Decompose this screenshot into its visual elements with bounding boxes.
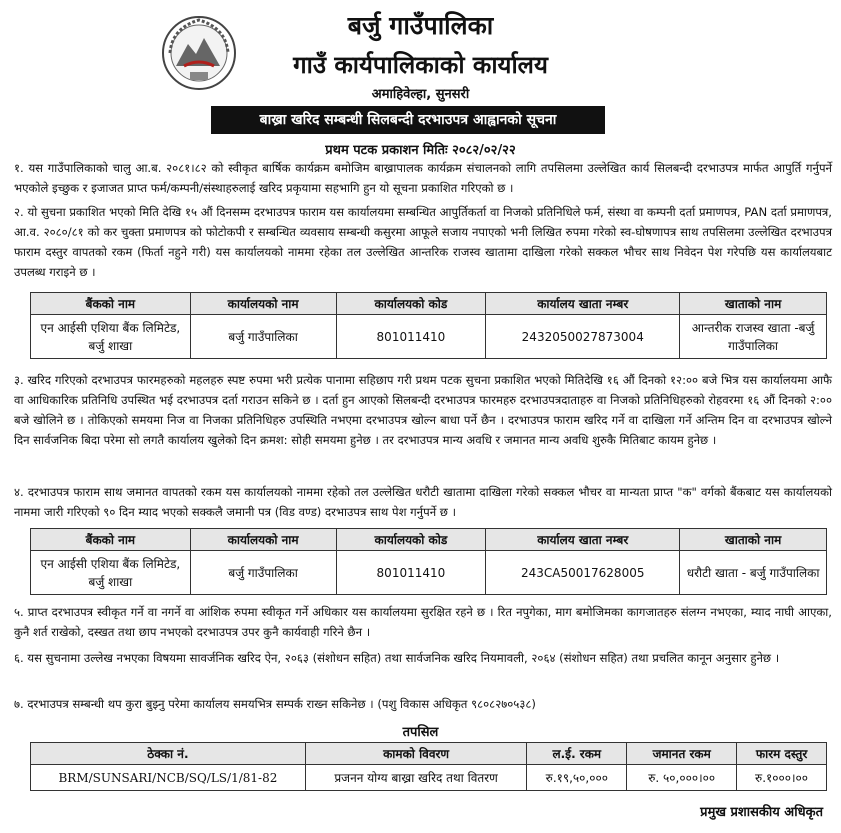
table-header: फारम दस्तुर (737, 743, 827, 765)
table-cell: धरौटी खाता - बर्जु गाउँपालिका (680, 551, 827, 595)
table-cell: 801011410 (336, 551, 486, 595)
table-header-row (31, 529, 827, 551)
notice-banner: बाख्रा खरिद सम्बन्धी सिलबन्दी दरभाउपत्र आह्वानको सूचना (211, 106, 605, 134)
table-row (31, 551, 827, 595)
paragraph-3: ३. खरिद गरिएको दरभाउपत्र फारमहरुको महलहरु स्पष्ट रुपमा भरी प्रत्येक पानामा सहिछाप गरी प्रथम पटक सुचना प्रकाशित भएको मितिदेखि १६ औं दिनको १२:०० बजे भित्र यस कार्यालयमा आफै वा आधिकारिक प्रतिनिधि उपस्थित भई दरभाउपत्र दर्ता गराउन सकिने छ । दर्ता हुन आएको सिलबन्दी दरभाउपत्र फारमहरु दरभाउपत्रदाताहरु वा निजको प्रतिनिधिहरुको रोहवरमा १६ औं दिनको २:०० बजे खोलिने छ । तोकिएको समयमा निज वा निजका प्रतिनिधिहरु उपस्थिति नभएमा दरभाउपत्र खोल्न बाधा पर्ने छैन । दरभाउपत्र फाराम खरिद गर्ने वा दाखिला गर्ने अन्तिम दिन वा दरभाउपत्र खोल्ने दिन सार्वजनिक बिदा परेमा सो लगतै कार्यालय खुलेको दिन क्रमश: सोही समयमा हुनेछ । तर दरभाउपत्र मान्य अवधि र जमानत मान्य अवधि शुरुकै मितिबाट कायम हुनेछ । (14, 373, 832, 447)
table-cell: BRM/SUNSARI/NCB/SQ/LS/1/81-82 (31, 765, 306, 791)
table-cell: आन्तरीक राजस्व खाता -बर्जु गाउँपालिका (680, 315, 827, 359)
table-cell: रु.१०००।०० (737, 765, 827, 791)
paragraph-4: ४. दरभाउपत्र फाराम साथ जमानत वापतको रकम यस कार्यालयको नाममा रहेको तल उल्लेखित धरौटी खातामा दाखिला गरेको सक्कल भौचर वा मान्यता प्राप्त "क" वर्गको बैंकबाट यस कार्यालयको नाममा जारी गरिएको ९० दिन म्याद भएको सक्कलै जमानी पत्र (विड वण्ड) दरभाउपत्र साथ पेश गर्नुपर्ने छ । (14, 485, 832, 519)
table-cell: बर्जु गाउँपालिका (190, 551, 336, 595)
table-row (31, 765, 827, 791)
table-header: कामको विवरण (305, 743, 527, 765)
paragraph-7: ७. दरभाउपत्र सम्बन्धी थप कुरा बुझ्नु परेमा कार्यालय समयभित्र सम्पर्क राख्न सकिनेछ । (पशु विकास अधिकृत ९८०८२७०५३८) (14, 697, 536, 711)
table-cell: रु.१९,५०,००० (527, 765, 627, 791)
municipality-title: बर्जु गाउँपालिका (347, 11, 494, 40)
deposit-account-table (30, 528, 827, 595)
table-header: खाताको नाम (680, 529, 827, 551)
table-header: कार्यालयको कोड (336, 293, 486, 315)
publication-date: प्रथम पटक प्रकाशन मितिः २०८२/०२/२२ (325, 143, 516, 158)
signature-title: प्रमुख प्रशासकीय अधिकृत (700, 805, 823, 820)
table-header: कार्यालयको नाम (190, 529, 336, 551)
revenue-account-table (30, 292, 827, 359)
tapsil-title: तपसिल (402, 725, 439, 740)
paragraph-2: २. यो सुचना प्रकाशित भएको मिति देखि १५ औं दिनसम्म दरभाउपत्र फाराम यस कार्यालयमा सम्बन्धित आपुर्तिकर्ता वा निजको प्रतिनिधिले फर्म, संस्था वा कम्पनी दर्ता प्रमाणपत्र, PAN दर्ता प्रमाणपत्र, आ.व. २०८०/८१ को कर चुक्ता प्रमाणपत्र को फोटोकपी र सम्बन्धित व्यवसाय सम्बन्धी कसुरमा आफूले सजाय नपाएको भनी लिखित रुपमा गरेको स्व-घोषणापत्र साथ तपसिलमा उल्लेखित दरभाउपत्र फाराम दस्तुर वापतको रकम (फिर्ता नहुने गरी) यस कार्यालयको नाममा रहेका तल उल्लेखित आन्तरिक राजस्व खातामा दाखिला गरेको सक्कल भौचर साथ निवेदन पेश गरेपछि यस कार्यालयबाट उपलब्ध गराइने छ । (14, 205, 832, 279)
table-header: ठेक्का नं. (31, 743, 306, 765)
table-row (31, 315, 827, 359)
table-cell: रु. ५०,०००।०० (627, 765, 737, 791)
table-cell: प्रजनन योग्य बाख्रा खरिद तथा वितरण (305, 765, 527, 791)
office-address: अमाहिवेल्हा, सुनसरी (371, 87, 470, 102)
table-cell: बर्जु गाउँपालिका (190, 315, 336, 359)
office-title: गाउँ कार्यपालिकाको कार्यालय (293, 50, 548, 79)
table-cell: 243205002787300‍4 (486, 315, 680, 359)
table-header: खाताको नाम (680, 293, 827, 315)
tapsil-table (30, 742, 827, 791)
table-cell: 801011410 (336, 315, 486, 359)
table-cell: 243CA50017628005 (486, 551, 680, 595)
table-cell: एन आईसी एशिया बैंक लिमिटेड, बर्जु शाखा (31, 315, 191, 359)
table-header: कार्यालय खाता नम्बर (486, 529, 680, 551)
table-header-row (31, 743, 827, 765)
table-header: कार्यालय खाता नम्बर (486, 293, 680, 315)
table-header: कार्यालयको नाम (190, 293, 336, 315)
table-cell: एन आईसी एशिया बैंक लिमिटेड, बर्जु शाखा (31, 551, 191, 595)
table-header: ल.ई. रकम (527, 743, 627, 765)
table-header: बैंकको नाम (31, 293, 191, 315)
table-header: कार्यालयको कोड (336, 529, 486, 551)
table-header: जमानत रकम (627, 743, 737, 765)
paragraph-6: ६. यस सुचनामा उल्लेख नभएका विषयमा सावर्जनिक खरिद ऐन, २०६३ (संशोधन सहित) तथा सार्वजनिक खरिद नियमावली, २०६४ (संशोधन सहित) तथा प्रचलित कानून अनुसार हुनेछ । (14, 651, 780, 665)
table-header: बैंकको नाम (31, 529, 191, 551)
table-header-row (31, 293, 827, 315)
paragraph-5: ५. प्राप्त दरभाउपत्र स्वीकृत गर्ने वा नगर्ने वा आंशिक रुपमा स्वीकृत गर्ने अधिकार यस कार्यालयमा सुरक्षित रहने छ । रित नपुगेका, माग बमोजिमका कागजातहरु संलग्न नभएका, म्याद नाघी आएका, कुनै शर्त राखेको, दस्खत तथा छाप नभएको दरभाउपत्र उपर कुनै कार्यवाही गरिने छैन । (14, 605, 832, 639)
paragraph-1: १. यस गाउँपालिकाको चालु आ.ब. २०८१।८२ को स्वीकृत बार्षिक कार्यक्रम बमोजिम बाख्रापालक कार्यक्रम संचालनको लागि तपसिलमा उल्लेखित कार्य सिलबन्दी दरभाउपत्र मार्फत आपुर्ति गर्नुपर्ने भएकोले इच्छुक र इजाजत प्राप्त फर्म/कम्पनी/संस्थाहरुलाई खरिद प्रकृयामा सहभागि हुन यो सूचना प्रकाशित गरिएको छ । (14, 161, 832, 195)
